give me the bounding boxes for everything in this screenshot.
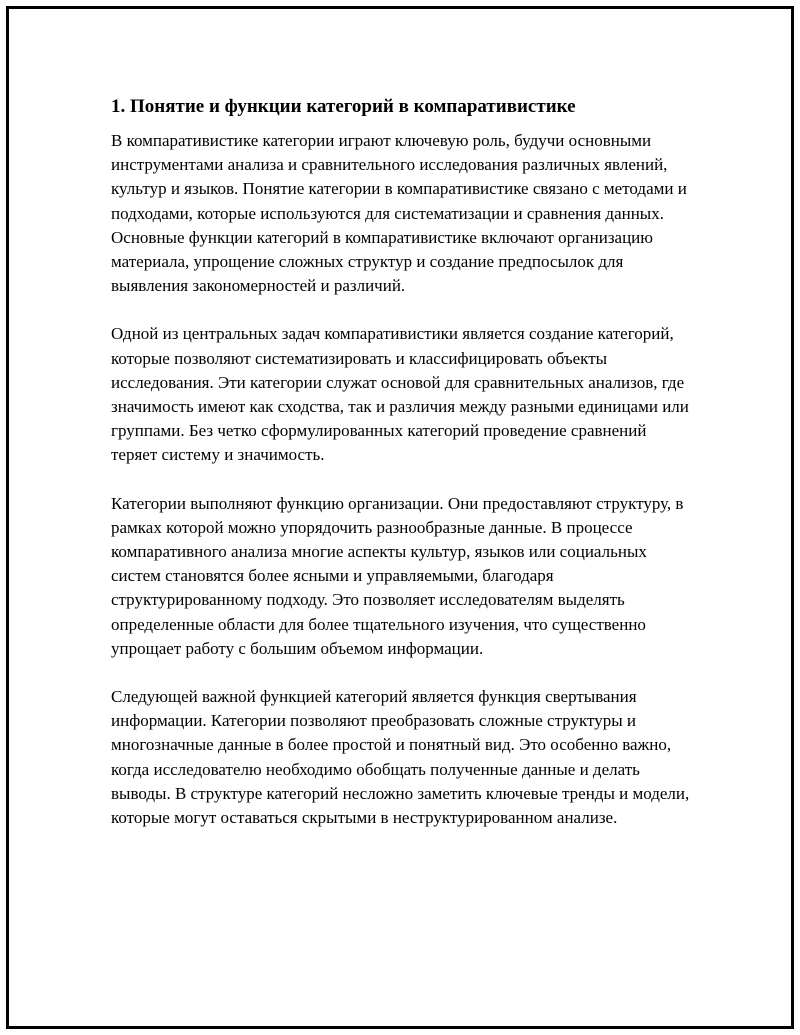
paragraph-3: Категории выполняют функцию организации. Они предоставляют структуру, в рамках которой можно упорядочить разнообразные данные. В процессе компаративного анализа многие аспекты культур, языков или социальных систем становятся более ясными и управляемыми, благодаря структурированному подходу. Это позволяет исследователям выделять определенные области для более тщательного изучения, что существенно упрощает работу с большим объемом информации.	[111, 493, 684, 658]
paragraph-4: Следующей важной функцией категорий является функция свертывания информации. Категории позволяют преобразовать сложные структуры и многозначные данные в более простой и понятный вид. Это особенно важно, когда исследователю необходимо обобщать полученные данные и делать выводы. В структуре категорий несложно заметить ключевые тренды и модели, которые могут оставаться скрытыми в неструктурированном анализе.	[111, 687, 690, 828]
section-heading: 1. Понятие и функции категорий в компаративистике	[111, 96, 576, 117]
paragraph-2: Одной из центральных задач компаративистики является создание категорий, которые позволяют систематизировать и классифицировать объекты исследования. Эти категории служат основой для сравнительных анализов, где значимость имеют как сходства, так и различия между разными единицами или группами. Без четко сформулированных категорий проведение сравнений теряет систему и значимость.	[111, 324, 689, 465]
paragraph-1: В компаративистике категории играют ключевую роль, будучи основными инструментами анализа и сравнительного исследования различных явлений, культур и языков. Понятие категории в компаративистике связано с методами и подходами, которые используются для систематизации и сравнения данных. Основные функции категорий в компаративистике включают организацию материала, упрощение сложных структур и создание предпосылок для выявления закономерностей и различий.	[111, 131, 687, 296]
document-body	[111, 94, 691, 854]
